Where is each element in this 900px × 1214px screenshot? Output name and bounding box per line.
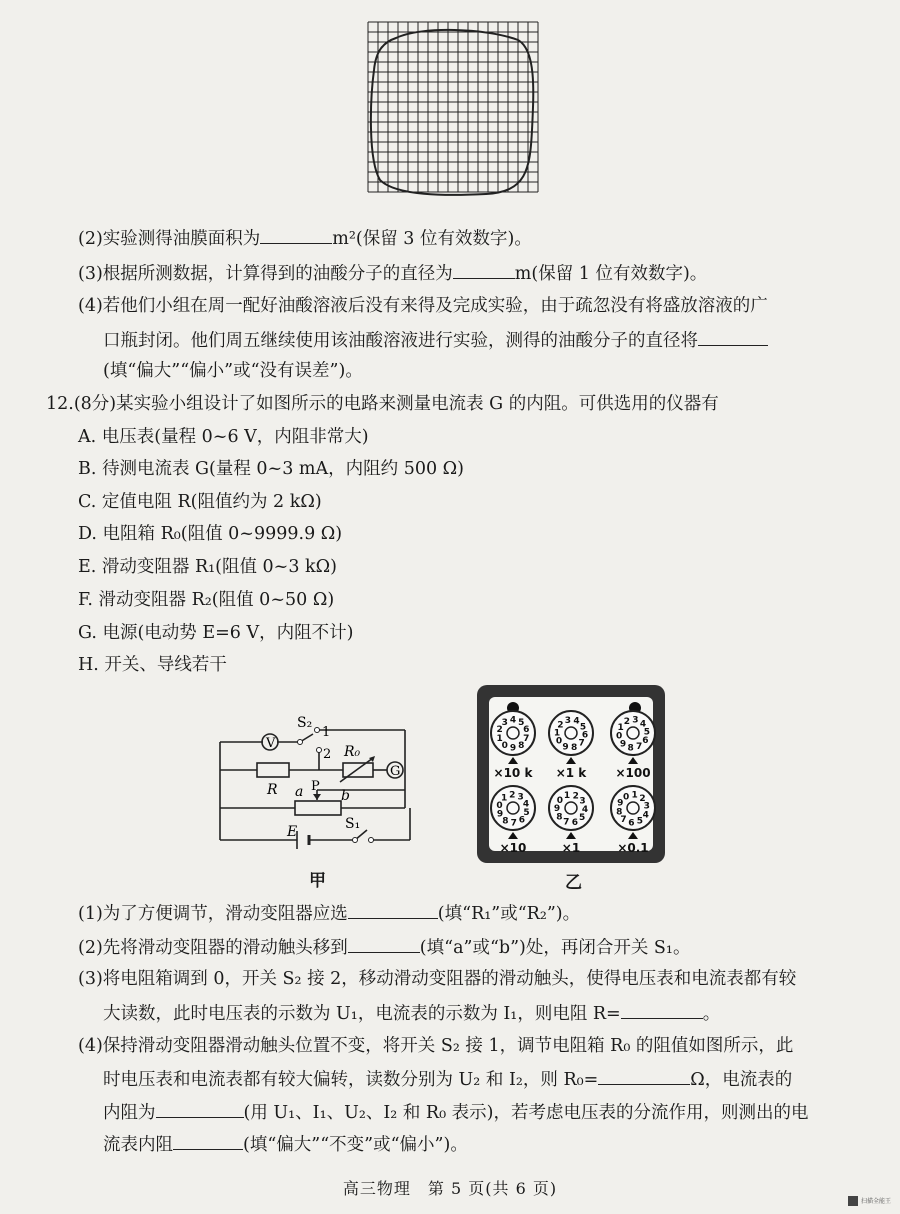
dial-digit: 6 xyxy=(523,725,530,736)
dial-digit: 1 xyxy=(631,790,638,801)
dial-multiplier-label: ×10 k xyxy=(493,766,533,780)
option-d: D. 电阻箱 R₀(阻值 0~9999.9 Ω) xyxy=(78,524,343,544)
q12-part3-line2: 大读数，此时电压表的示数为 U₁，电流表的示数为 I₁，则电阻 R= 。 xyxy=(103,1000,720,1026)
q12-part4-line3: 内阻为 (用 U₁、I₁、U₂、I₂ 和 R₀ 表示)，若考虑电压表的分流作用，则测出的电 xyxy=(103,1099,808,1125)
dial-multiplier-label: ×0.1 xyxy=(617,841,649,855)
dial-digit: 6 xyxy=(642,736,649,747)
q12-part4-line2: 时电压表和电流表都有较大偏转，读数分别为 U₂ 和 I₂，则 R₀= Ω，电流表的 xyxy=(103,1066,792,1092)
answer-blank[interactable] xyxy=(173,1131,243,1150)
answer-blank[interactable] xyxy=(348,900,438,919)
dial-digit: 4 xyxy=(509,715,517,726)
dial-digit: 0 xyxy=(496,800,503,811)
dial-digit: 4 xyxy=(642,810,649,821)
dial-digit: 3 xyxy=(517,792,524,803)
dial-digit: 1 xyxy=(617,722,624,733)
dial-digit: 3 xyxy=(564,715,571,726)
dial-digit: 4 xyxy=(573,716,580,727)
e-label: E xyxy=(287,824,298,840)
dial-digit: 6 xyxy=(571,817,579,828)
s2-label: S₂ xyxy=(297,715,313,731)
dial-digit: 1 xyxy=(496,733,503,744)
dial-digit: 8 xyxy=(571,743,578,754)
dial-digit: 5 xyxy=(643,727,650,738)
q11-part3: (3)根据所测数据，计算得到的油酸分子的直径为 m(保留 1 位有效数字)。 xyxy=(78,260,707,286)
option-h: H. 开关、导线若干 xyxy=(78,655,227,675)
option-c: C. 定值电阻 R(阻值约为 2 kΩ) xyxy=(78,492,322,512)
dial-multiplier-label: ×100 xyxy=(615,766,651,780)
resistance-box xyxy=(475,683,667,865)
voltmeter-label: V xyxy=(266,736,276,751)
dial-digit: 7 xyxy=(510,818,517,829)
dial-digit: 5 xyxy=(578,813,586,824)
dial-digit: 0 xyxy=(616,731,623,742)
q12-stem: 12.(8分)某实验小组设计了如图所示的电路来测量电流表 G 的内阻。可供选用的仪器有 xyxy=(46,394,719,414)
dial-digit: 9 xyxy=(496,809,504,820)
dial-digit: 5 xyxy=(518,718,525,729)
option-f: F. 滑动变阻器 R₂(阻值 0~50 Ω) xyxy=(78,590,335,610)
figure-b-caption: 乙 xyxy=(565,873,582,893)
dial-digit: 8 xyxy=(556,812,563,823)
dial-digit: 0 xyxy=(622,792,630,803)
dial-digit: 1 xyxy=(553,728,561,739)
dial-digit: 2 xyxy=(639,794,646,805)
option-b: B. 待测电流表 G(量程 0~3 mA，内阻约 500 Ω) xyxy=(78,459,465,479)
dial-digit: 7 xyxy=(563,817,570,828)
r-label: R xyxy=(267,782,278,798)
s1-label: S₁ xyxy=(345,816,361,832)
answer-blank[interactable] xyxy=(453,260,515,279)
q12-part2: (2)先将滑动变阻器的滑动触头移到 (填“a”或“b”)处，再闭合开关 S₁。 xyxy=(78,934,690,960)
dial-digit: 6 xyxy=(628,818,635,829)
b-label: b xyxy=(341,788,350,804)
q12-part1: (1)为了方便调节，滑动变阻器应选 (填“R₁”或“R₂”)。 xyxy=(78,900,580,926)
dial-digit: 8 xyxy=(616,807,623,818)
dial-digit: 0 xyxy=(501,740,508,751)
dial-digit: 2 xyxy=(557,720,564,731)
dial-knob[interactable] xyxy=(491,711,535,780)
answer-blank[interactable] xyxy=(260,225,332,244)
dial-digit: 5 xyxy=(579,722,587,733)
answer-blank[interactable] xyxy=(698,327,768,346)
dial-digit: 4 xyxy=(522,799,530,810)
dial-digit: 2 xyxy=(509,790,516,801)
dial-digit: 5 xyxy=(636,816,644,827)
dial-digit: 9 xyxy=(562,742,569,753)
dial-digit: 4 xyxy=(581,804,589,815)
q12-part4-line1: (4)保持滑动变阻器滑动触头位置不变，将开关 S₂ 接 1，调节电阻箱 R₀ 的阻值如图所示，此 xyxy=(78,1036,794,1056)
dial-digit: 0 xyxy=(556,795,564,806)
dial-digit: 7 xyxy=(636,742,643,753)
dial-digit: 3 xyxy=(579,796,586,807)
answer-blank[interactable] xyxy=(621,1000,703,1019)
answer-blank[interactable] xyxy=(156,1099,244,1118)
option-a: A. 电压表(量程 0~6 V，内阻非常大) xyxy=(78,427,369,447)
dial-digit: 8 xyxy=(518,740,525,751)
dial-digit: 9 xyxy=(509,743,517,754)
dial-digit: 9 xyxy=(617,798,624,809)
dial-digit: 3 xyxy=(501,718,508,729)
answer-blank[interactable] xyxy=(598,1066,690,1085)
dial-digit: 2 xyxy=(623,716,630,727)
circuit-diagram xyxy=(205,700,425,860)
option-g: G. 电源(电动势 E=6 V，内阻不计) xyxy=(78,623,354,643)
dial-digit: 7 xyxy=(578,738,585,749)
dial-knob[interactable] xyxy=(611,711,655,780)
q11-part2: (2)实验测得油膜面积为 m²(保留 3 位有效数字)。 xyxy=(78,225,532,251)
dial-digit: 1 xyxy=(501,793,508,804)
dial-multiplier-label: ×1 k xyxy=(555,766,587,780)
dial-digit: 1 xyxy=(563,791,571,802)
galvanometer-label: G xyxy=(390,764,401,779)
dial-digit: 5 xyxy=(523,808,530,819)
dial-digit: 2 xyxy=(496,725,503,736)
dial-digit: 9 xyxy=(553,804,561,815)
q11-part4-line2: 口瓶封闭。他们周五继续使用该油酸溶液进行实验，测得的油酸分子的直径将 xyxy=(103,327,768,353)
answer-blank[interactable] xyxy=(348,934,420,953)
terminal-1-label: 1 xyxy=(322,725,331,740)
q12-part3-line1: (3)将电阻箱调到 0，开关 S₂ 接 2，移动滑动变阻器的滑动触头，使得电压表和电流表都有较 xyxy=(78,969,797,989)
q11-part4-line3: (填“偏大”“偏小”或“没有误差”)。 xyxy=(103,361,363,381)
dial-digit: 9 xyxy=(619,739,627,750)
page-footer: 高三物理 第 5 页(共 6 页) xyxy=(342,1179,558,1198)
dial-digit: 2 xyxy=(572,791,579,802)
r0-label: R₀ xyxy=(344,744,361,760)
figure-a-caption: 甲 xyxy=(309,871,326,891)
dial-knob[interactable] xyxy=(611,786,655,855)
qr-code-icon xyxy=(848,1196,858,1206)
dial-digit: 4 xyxy=(639,719,647,730)
oil-film-grid xyxy=(366,20,546,202)
dial-digit: 3 xyxy=(643,801,650,812)
terminal-2-label: 2 xyxy=(323,747,332,762)
dial-multiplier-label: ×10 xyxy=(499,841,527,855)
dial-digit: 0 xyxy=(555,736,563,747)
q11-part4-line1: (4)若他们小组在周一配好油酸溶液后没有来得及完成实验，由于疏忽没有将盛放溶液的广 xyxy=(78,296,768,316)
p-label: P xyxy=(311,779,320,794)
dial-digit: 8 xyxy=(502,816,509,827)
dial-digit: 6 xyxy=(581,730,589,741)
dial-multiplier-label: ×1 xyxy=(561,841,581,855)
dial-digit: 6 xyxy=(518,815,525,826)
dial-digit: 7 xyxy=(523,733,530,744)
option-e: E. 滑动变阻器 R₁(阻值 0~3 kΩ) xyxy=(78,557,337,577)
dial-digit: 7 xyxy=(620,814,627,825)
dial-digit: 3 xyxy=(632,715,639,726)
q12-part4-line4: 流表内阻 (填“偏大”“不变”或“偏小”)。 xyxy=(103,1131,468,1157)
dial-digit: 8 xyxy=(627,743,634,754)
scanner-stamp: 扫描全能王 xyxy=(861,1198,892,1205)
a-label: a xyxy=(295,784,304,800)
